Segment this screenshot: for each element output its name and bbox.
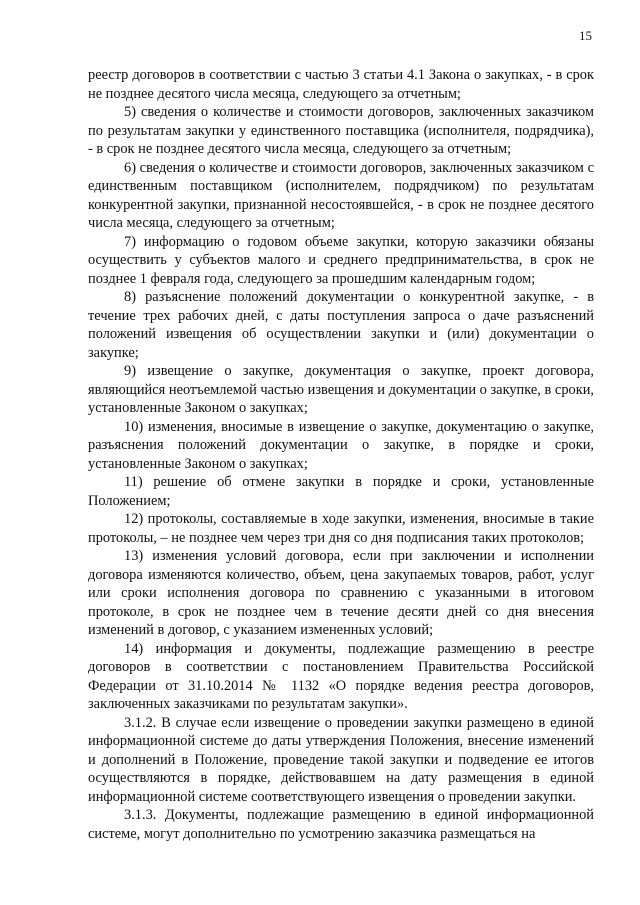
paragraph-item-5: 5) сведения о количестве и стоимости договоров, заключенных заказчиком по результатам закупки у единственного поставщика (исполнителя, подрядчика), - в срок не позднее десятого числа месяца, следующего за отчетным; — [88, 104, 594, 157]
paragraph-section-3-1-2: 3.1.2. В случае если извещение о проведении закупки размещено в единой информационной системе до даты утверждения Положения, внесение изменений и дополнений в Положение, проведение такой закупки и подведение ее итогов осуществляются в порядке, действовавшем на дату размещения в единой информационной системе соответствующего извещения о проведении закупки. — [88, 714, 594, 805]
paragraph-item-12: 12) протоколы, составляемые в ходе закупки, изменения, вносимые в такие протоколы, – не позднее чем через три дня со дня подписания таких протоколов; — [88, 511, 594, 546]
paragraph-item-6: 6) сведения о количестве и стоимости договоров, заключенных заказчиком с единственным поставщиком (исполнителем, подрядчиком) по результатам конкурентной закупки, признанной несостоявшейся, - в срок не позднее десятого числа месяца, следующего за отчетным; — [88, 159, 594, 231]
paragraph-section-3-1-3: 3.1.3. Документы, подлежащие размещению в единой информационной системе, могут дополнительно по усмотрению заказчика размещаться на — [88, 807, 594, 842]
paragraph-item-13: 13) изменения условий договора, если при заключении и исполнении договора изменяются количество, объем, цена закупаемых товаров, работ, услуг или сроки исполнения договора по сравнению с указанными в итоговом протоколе, в срок не позднее чем в течение десяти дней со дня внесения изменений в договор, с указанием измененных условий; — [88, 548, 594, 638]
paragraph-item-11: 11) решение об отмене закупки в порядке и сроки, установленные Положением; — [88, 474, 594, 509]
paragraph-item-14: 14) информация и документы, подлежащие размещению в реестре договоров в соответствии с постановлением Правительства Российской Федерации от 31.10.2014 № 1132 «О порядке ведения реестра договоров, заключенных заказчиками по результатам закупки». — [88, 640, 594, 712]
document-body — [88, 66, 594, 843]
paragraph-continuation: реестр договоров в соответствии с частью 3 статьи 4.1 Закона о закупках, - в срок не позднее десятого числа месяца, следующего за отчетным; — [88, 67, 594, 102]
paragraph-item-9: 9) извещение о закупке, документация о закупке, проект договора, являющийся неотъемлемой частью извещения и документации о закупке, в сроки, установленные Законом о закупках; — [88, 363, 594, 416]
paragraph-item-7: 7) информацию о годовом объеме закупки, которую заказчики обязаны осуществить у субъектов малого и среднего предпринимательства, в срок не позднее 1 февраля года, следующего за прошедшим календарным годом; — [88, 233, 594, 287]
paragraph-item-8: 8) разъяснение положений документации о конкурентной закупке, - в течение трех рабочих дней, с даты поступления запроса о даче разъяснений положений извещения об осуществлении закупки и (или) документации о закупке; — [88, 289, 594, 361]
page-number: 15 — [579, 28, 592, 43]
paragraph-item-10: 10) изменения, вносимые в извещение о закупке, документацию о закупке, разъяснения положений документации о закупке, в порядке и сроки, установленные Законом о закупках; — [88, 418, 594, 472]
